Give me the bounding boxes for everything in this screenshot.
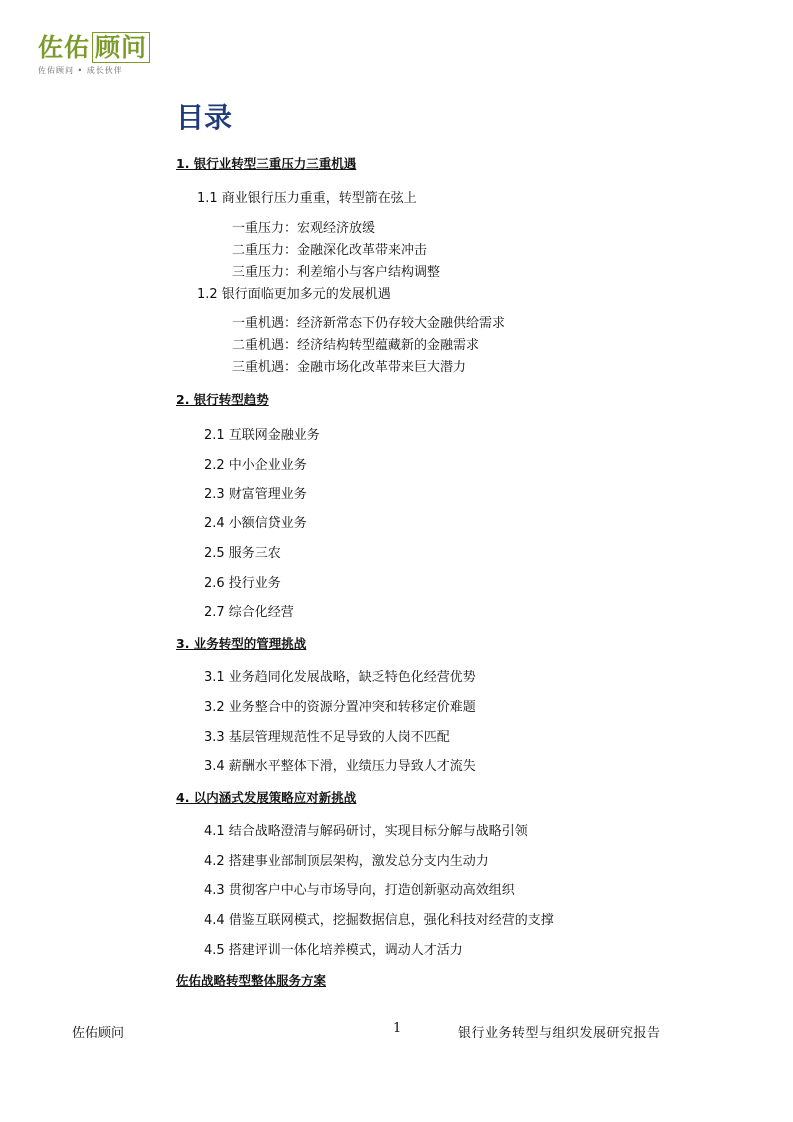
toc-entry[interactable]: 三重机遇：金融市场化改革带来巨大潜力	[232, 360, 467, 375]
toc-entry[interactable]: 3.3 基层管理规范性不足导致的人岗不匹配	[204, 730, 450, 745]
toc-entry[interactable]: 4.2 搭建事业部制顶层架构，激发总分支内生动力	[204, 854, 489, 869]
toc-entry-1-2[interactable]: 1.2 银行面临更加多元的发展机遇	[197, 287, 391, 302]
footer-company: 佐佑顾问	[72, 1026, 125, 1041]
toc-entry-1-1[interactable]: 1.1 商业银行压力重重，转型箭在弦上	[197, 191, 417, 206]
logo-name-part1: 佐佑	[38, 33, 91, 62]
toc-entry[interactable]: 一重压力：宏观经济放缓	[232, 221, 376, 236]
logo-tagline: 佐佑顾问 • 成长伙伴	[38, 66, 123, 75]
toc-entry[interactable]: 2.6 投行业务	[204, 576, 281, 591]
page-number: 1	[393, 1021, 402, 1036]
toc-heading-5[interactable]: 佐佑战略转型整体服务方案	[176, 973, 327, 988]
company-logo	[38, 34, 150, 76]
toc-entry[interactable]: 二重压力：金融深化改革带来冲击	[232, 243, 428, 258]
toc-entry[interactable]: 3.4 薪酬水平整体下滑，业绩压力导致人才流失	[204, 759, 476, 774]
page-title: 目录	[176, 101, 233, 134]
toc-entry[interactable]: 三重压力：利差缩小与客户结构调整	[232, 265, 441, 280]
footer-report-title: 银行业务转型与组织发展研究报告	[458, 1026, 661, 1041]
toc-entry[interactable]: 2.2 中小企业业务	[204, 458, 307, 473]
logo-wordmark	[38, 34, 150, 62]
toc-heading-2[interactable]: 2. 银行转型趋势	[176, 392, 269, 407]
toc-entry[interactable]: 4.3 贯彻客户中心与市场导向，打造创新驱动高效组织	[204, 883, 515, 898]
toc-entry[interactable]: 4.1 结合战略澄清与解码研讨，实现目标分解与战略引领	[204, 824, 528, 839]
toc-entry[interactable]: 3.2 业务整合中的资源分置冲突和转移定价难题	[204, 700, 476, 715]
logo-name-part2: 顾问	[92, 32, 150, 63]
toc-heading-3[interactable]: 3. 业务转型的管理挑战	[176, 636, 307, 651]
toc-entry[interactable]: 2.1 互联网金融业务	[204, 428, 320, 443]
toc-entry[interactable]: 二重机遇：经济结构转型蕴藏新的金融需求	[232, 338, 480, 353]
toc-entry[interactable]: 4.5 搭建评训一体化培养模式，调动人才活力	[204, 943, 463, 958]
toc-entry[interactable]: 2.7 综合化经营	[204, 605, 294, 620]
toc-entry[interactable]: 3.1 业务趋同化发展战略，缺乏特色化经营优势	[204, 670, 476, 685]
toc-entry[interactable]: 2.5 服务三农	[204, 546, 281, 561]
toc-heading-4[interactable]: 4. 以内涵式发展策略应对新挑战	[176, 790, 357, 805]
toc-heading-1[interactable]: 1. 银行业转型三重压力三重机遇	[176, 156, 357, 171]
toc-entry[interactable]: 4.4 借鉴互联网模式，挖掘数据信息，强化科技对经营的支撑	[204, 913, 554, 928]
toc-entry[interactable]: 2.3 财富管理业务	[204, 487, 307, 502]
toc-entry[interactable]: 一重机遇：经济新常态下仍存较大金融供给需求	[232, 316, 506, 331]
toc-entry[interactable]: 2.4 小额信贷业务	[204, 516, 307, 531]
